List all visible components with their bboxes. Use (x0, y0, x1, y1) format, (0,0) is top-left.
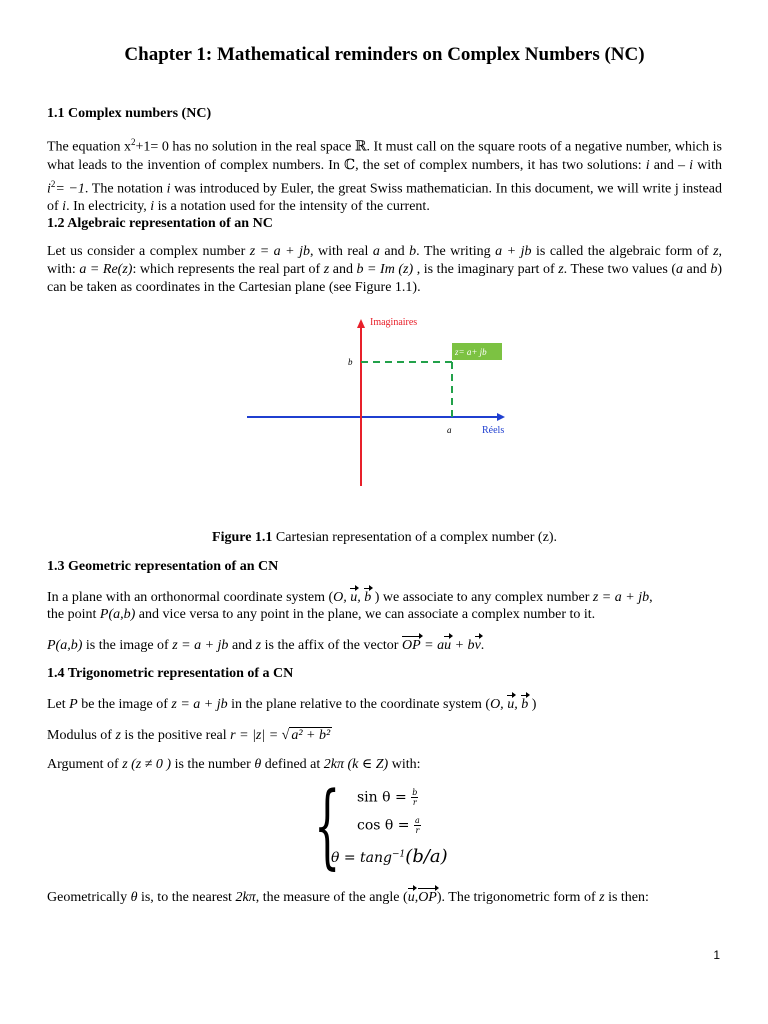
section-1-3-line-3: P(a,b) is the image of z = a + jb and z is the affix of the vector OP = au + bv. (47, 638, 485, 653)
chapter-title: Chapter 1: Mathematical reminders on Complex Numbers (NC) (124, 44, 645, 65)
real-axis-label: Réels (482, 425, 505, 436)
section-1-3-line-2: the point P(a,b) and vice versa to any point in the plane, we can associate a complex number to it. (47, 607, 596, 622)
geometric-line: Geometrically θ is, to the nearest 2kπ, the measure of the angle (u,OP). The trigonometric form of z is then: (47, 890, 649, 905)
section-1-4-line-1: Let P be the image of z = a + jb in the plane relative to the coordinate system (O, u, b ) (47, 697, 537, 712)
modulus-line: Modulus of z is the positive real r = |z| = √ a² + b² (47, 728, 331, 743)
cartesian-figure (247, 306, 577, 491)
imaginary-axis-arrow (357, 319, 365, 328)
argument-system (314, 772, 514, 879)
section-1-3-heading: 1.3 Geometric representation of an CN (47, 559, 279, 574)
argument-line: Argument of z (z ≠ 0 ) is the number θ defined at 2kπ (k ∈ Z) with: (47, 757, 421, 772)
section-1-4-heading: 1.4 Trigonometric representation of a CN (47, 666, 294, 681)
tan-equation: θ = tang$^{-1}$(b/a) (331, 846, 448, 867)
real-axis-arrow (497, 413, 505, 421)
imaginary-axis-label: Imaginaires (370, 317, 418, 328)
page-number: 1 (713, 948, 720, 962)
figure-caption: Figure 1.1 Cartesian representation of a complex number (z). (212, 530, 557, 545)
a-tick-label: a (447, 425, 452, 435)
b-tick-label: b (348, 357, 353, 367)
section-1-2-heading: 1.2 Algebraic representation of an NC (47, 216, 273, 231)
section-1-3-line-1: In a plane with an orthonormal coordinate system (O, u, b ) we associate to any complex number z = a + jb, (47, 590, 653, 605)
left-brace-icon: { (314, 772, 341, 879)
point-label: z= a+ jb (455, 347, 487, 357)
sin-equation: sin θ = $\frac{b}{r}$ (357, 788, 418, 807)
cos-equation: cos θ = $\frac{a}{r}$ (357, 816, 420, 835)
section-1-1-heading: 1.1 Complex numbers (NC) (47, 106, 212, 121)
section-1-2-paragraph: Let us consider a complex number z = a + jb, with real a and b. The writing a + jb is called the algebraic form of z, with: a = Re(z): which represents the real part of z and b = Im (z) , is the imaginary part of z. These two values (a and b) can be taken as coordinates in the Cartesian plane (see Figure 1.1). (47, 244, 723, 295)
section-1-1-paragraph: The equation $x^2+1= 0$ has no solution in the real space ℝ. It must call on the square roots of a negative number, which is what leads to the invention of complex numbers. In ℂ, the set of complex numbers, it has two solutions: i and – i with $i^2= -1$. The notation i was introduced by Euler, the great Swiss mathematician. In this document, we will write j instead of i. In electricity, i is a notation used for the intensity of the current. (47, 137, 723, 215)
